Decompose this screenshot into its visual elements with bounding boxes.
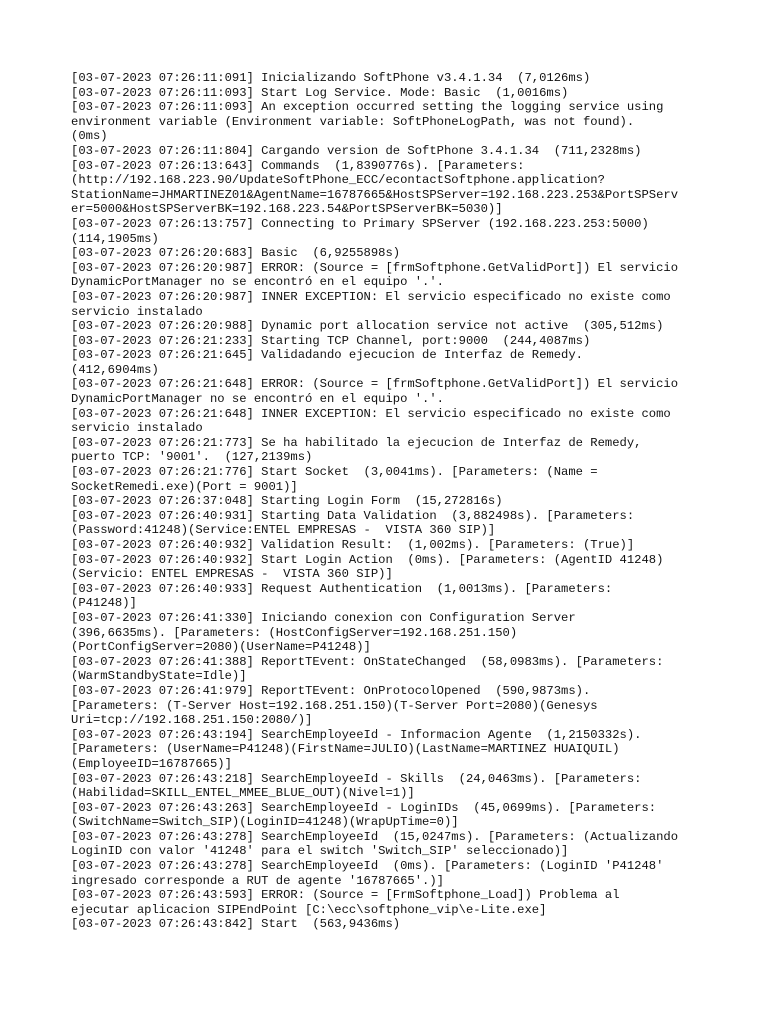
log-line: [03-07-2023 07:26:37:048] Starting Login Form (15,272816s): [71, 494, 503, 509]
log-line: (SwitchName=Switch_SIP)(LoginID=41248)(WrapUpTime=0)]: [71, 815, 459, 830]
log-line: [03-07-2023 07:26:43:194] SearchEmployeeId - Informacion Agente (1,2150332s).: [71, 727, 642, 742]
log-line: ingresado corresponde a RUT de agente '16787665'.)]: [71, 873, 444, 888]
log-line: [03-07-2023 07:26:20:988] Dynamic port allocation service not active (305,512ms): [71, 319, 664, 334]
log-line: [03-07-2023 07:26:13:757] Connecting to Primary SPServer (192.168.223.253:5000): [71, 216, 649, 231]
log-line: Uri=tcp://192.168.251.150:2080/)]: [71, 713, 313, 728]
log-line: StationName=JHMARTINEZ01&AgentName=16787665&HostSPServer=192.168.223.253&PortSPServ: [71, 187, 679, 202]
log-line: [03-07-2023 07:26:20:987] ERROR: (Source = [frmSoftphone.GetValidPort]) El servicio: [71, 260, 679, 275]
log-line: [03-07-2023 07:26:21:233] Starting TCP Channel, port:9000 (244,4087ms): [71, 333, 591, 348]
log-line: [03-07-2023 07:26:21:645] Validadando ejecucion de Interfaz de Remedy.: [71, 348, 583, 363]
log-line: [03-07-2023 07:26:41:388] ReportTEvent: OnStateChanged (58,0983ms). [Parameters:: [71, 654, 664, 669]
log-line: (EmployeeID=16787665)]: [71, 756, 232, 771]
log-line: [03-07-2023 07:26:43:593] ERROR: (Source = [FrmSoftphone_Load]) Problema al: [71, 888, 620, 903]
log-line: [03-07-2023 07:26:40:932] Validation Result: (1,002ms). [Parameters: (True)]: [71, 538, 635, 552]
log-line: [03-07-2023 07:26:43:842] Start (563,9436ms): [71, 917, 401, 932]
log-line: puerto TCP: '9001'. (127,2139ms): [71, 450, 313, 465]
log-line: [03-07-2023 07:26:21:776] Start Socket (3,0041ms). [Parameters: (Name =: [71, 465, 598, 480]
log-document: [71, 71, 731, 932]
log-line: SocketRemedi.exe)(Port = 9001)]: [71, 479, 298, 494]
log-line: (WarmStandbyState=Idle)]: [71, 669, 247, 684]
log-line: [03-07-2023 07:26:40:933] Request Authentication (1,0013ms). [Parameters:: [71, 581, 613, 596]
log-line: (P41248)]: [71, 596, 137, 611]
log-line: [03-07-2023 07:26:20:987] INNER EXCEPTION: El servicio especificado no existe como: [71, 289, 671, 304]
log-line: [03-07-2023 07:26:20:683] Basic (6,9255898s): [71, 246, 401, 261]
log-line: [03-07-2023 07:26:43:263] SearchEmployeeId - LoginIDs (45,0699ms). [Parameters:: [71, 800, 657, 815]
log-line: [03-07-2023 07:26:40:932] Start Login Action (0ms). [Parameters: (AgentID 41248): [71, 552, 664, 567]
log-line: DynamicPortManager no se encontró en el equipo '.'.: [71, 392, 444, 407]
log-line: [03-07-2023 07:26:40:931] Starting Data Validation (3,882498s). [Parameters:: [71, 508, 635, 523]
log-line: (Servicio: ENTEL EMPRESAS - VISTA 360 SIP)]: [71, 567, 393, 582]
log-line: LoginID con valor '41248' para el switch 'Switch_SIP' seleccionado)]: [71, 844, 569, 859]
log-line: (396,6635ms). [Parameters: (HostConfigServer=192.168.251.150): [71, 625, 518, 640]
log-line: er=5000&HostSPServerBK=192.168.223.54&PortSPServerBK=5030)]: [71, 202, 503, 217]
log-line: (0ms): [71, 129, 108, 144]
log-line: [03-07-2023 07:26:41:330] Iniciando conexion con Configuration Server: [71, 610, 576, 625]
log-line: DynamicPortManager no se encontró en el equipo '.'.: [71, 275, 444, 290]
log-line: [Parameters: (T-Server Host=192.168.251.150)(T-Server Port=2080)(Genesys: [71, 698, 598, 713]
log-line: [03-07-2023 07:26:43:278] SearchEmployeeId (15,0247ms). [Parameters: (Actualizando: [71, 829, 679, 844]
log-line: [03-07-2023 07:26:21:648] ERROR: (Source = [frmSoftphone.GetValidPort]) El servicio: [71, 377, 679, 392]
log-line: [03-07-2023 07:26:11:091] Inicializando SoftPhone v3.4.1.34 (7,0126ms): [71, 71, 591, 85]
log-line: [03-07-2023 07:26:43:278] SearchEmployeeId (0ms). [Parameters: (LoginID 'P41248': [71, 859, 664, 874]
log-line: (412,6904ms): [71, 362, 159, 377]
log-line: (114,1905ms): [71, 231, 159, 246]
log-line: [03-07-2023 07:26:43:218] SearchEmployeeId - Skills (24,0463ms). [Parameters:: [71, 771, 642, 786]
log-line: [03-07-2023 07:26:11:093] Start Log Service. Mode: Basic (1,0016ms): [71, 85, 569, 100]
log-line: servicio instalado: [71, 421, 203, 436]
log-line: [03-07-2023 07:26:41:979] ReportTEvent: OnProtocolOpened (590,9873ms).: [71, 683, 591, 698]
log-line: (Password:41248)(Service:ENTEL EMPRESAS - VISTA 360 SIP)]: [71, 523, 496, 538]
log-line: ejecutar aplicacion SIPEndPoint [C:\ecc\softphone_vip\e-Lite.exe]: [71, 902, 547, 917]
log-line: [03-07-2023 07:26:11:804] Cargando version de SoftPhone 3.4.1.34 (711,2328ms): [71, 143, 642, 158]
log-line: (Habilidad=SKILL_ENTEL_MMEE_BLUE_OUT)(Nivel=1)]: [71, 786, 415, 801]
log-line: environment variable (Environment variable: SoftPhoneLogPath, was not found).: [71, 114, 635, 129]
log-line: [03-07-2023 07:26:21:648] INNER EXCEPTION: El servicio especificado no existe como: [71, 406, 671, 421]
log-line: [Parameters: (UserName=P41248)(FirstName=JULIO)(LastName=MARTINEZ HUAIQUIL): [71, 742, 620, 757]
log-line: (PortConfigServer=2080)(UserName=P41248)]: [71, 640, 371, 655]
log-line: [03-07-2023 07:26:21:773] Se ha habilitado la ejecucion de Interfaz de Remedy,: [71, 435, 642, 450]
log-line: [03-07-2023 07:26:11:093] An exception occurred setting the logging service using: [71, 100, 664, 115]
log-line: servicio instalado: [71, 304, 203, 319]
log-line: (http://192.168.223.90/UpdateSoftPhone_ECC/econtactSoftphone.application?: [71, 173, 605, 188]
log-line: [03-07-2023 07:26:13:643] Commands (1,8390776s). [Parameters:: [71, 158, 525, 173]
